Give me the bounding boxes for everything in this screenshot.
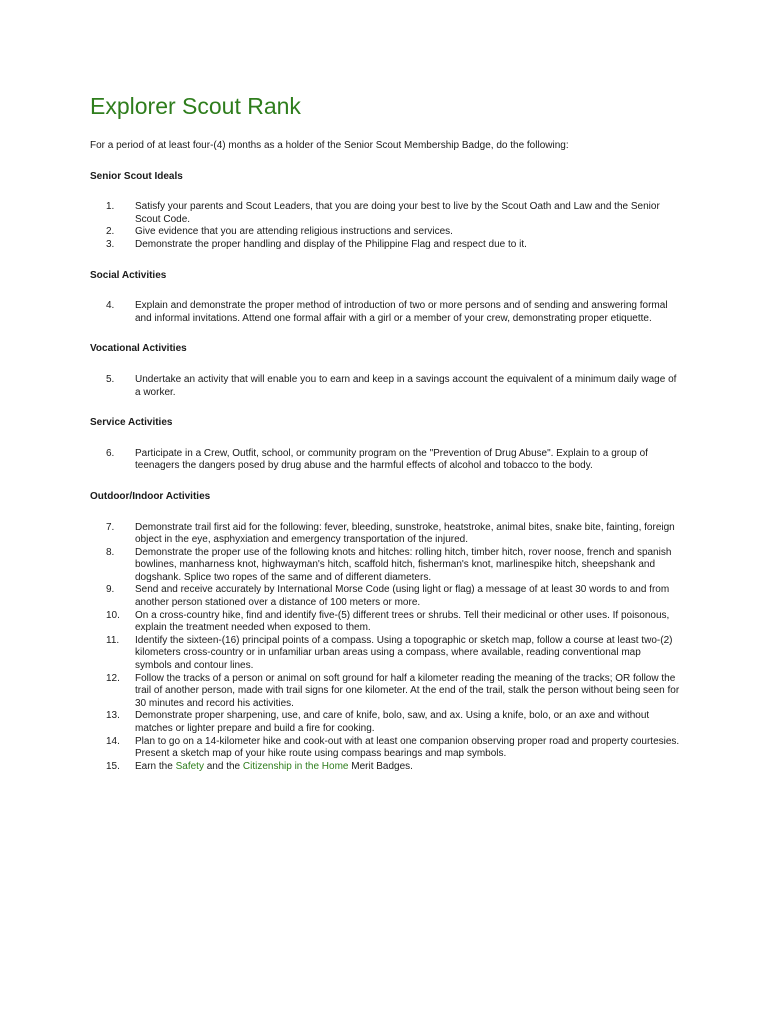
page-title: Explorer Scout Rank (90, 93, 301, 119)
section-senior-scout-ideals (90, 171, 680, 252)
section-vocational-activities (90, 343, 680, 399)
section-heading: Senior Scout Ideals (90, 170, 183, 182)
section-heading: Service Activities (90, 417, 173, 429)
item-number: 1. (106, 201, 115, 213)
list-item (90, 610, 680, 635)
section-social-activities (90, 270, 680, 326)
list-item (90, 547, 680, 585)
item-number: 10. (106, 609, 120, 621)
document-page (90, 92, 680, 791)
requirement-list (90, 300, 680, 325)
item-text: On a cross-country hike, find and identify five-(5) different trees or shrubs. Tell their medicinal or other uses. If poisonous, explain the treatment needed when exposed to them. (135, 609, 670, 634)
item-number: 11. (106, 634, 120, 646)
section-heading: Vocational Activities (90, 343, 187, 355)
safety-merit-badge-link[interactable]: Safety (175, 760, 204, 772)
intro-paragraph: For a period of at least four-(4) months as a holder of the Senior Scout Membership Badge, do the following: (90, 140, 569, 151)
item-number: 8. (106, 546, 115, 558)
list-item (90, 239, 680, 252)
item-text: Participate in a Crew, Outfit, school, or community program on the "Prevention of Drug Abuse". Explain to a group of teenagers the dangers posed by drug abuse and the harmful effects of alcohol and tobacco to the body. (135, 447, 648, 472)
list-item (90, 448, 680, 473)
item-text: Satisfy your parents and Scout Leaders, that you are doing your best to live by the Scout Oath and Law and the Senior Scout Code. (135, 201, 660, 225)
item-text: Demonstrate the proper handling and display of the Philippine Flag and respect due to it. (135, 238, 527, 250)
item-text: Explain and demonstrate the proper method of introduction of two or more persons and of sending and answering formal and informal invitations. Attend one formal affair with a girl or a member of your crew, demonstrating proper etiquette. (135, 300, 668, 324)
list-item (90, 201, 680, 226)
list-item (90, 710, 680, 735)
item-number: 3. (106, 238, 115, 250)
item-text (135, 761, 413, 772)
list-item (90, 761, 680, 774)
item-text: Demonstrate trail first aid for the following: fever, bleeding, sunstroke, heatstroke, animal bites, snake bite, fainting, foreign object in the eye, asphyxiation and emergency transportation of the injured. (135, 521, 675, 546)
item-text: Plan to go on a 14-kilometer hike and cook-out with at least one companion observing proper road and property courtesies. Present a sketch map of your hike route using compass bearings and map symbols. (135, 735, 680, 760)
item-number: 7. (106, 521, 115, 533)
item-number: 4. (106, 300, 115, 312)
item-number: 9. (106, 584, 115, 596)
requirement-list (90, 448, 680, 473)
list-item (90, 635, 680, 673)
section-heading: Social Activities (90, 269, 167, 281)
list-item (90, 584, 680, 609)
item-number: 12. (106, 672, 120, 684)
item-text: Give evidence that you are attending religious instructions and services. (135, 226, 453, 238)
item-text-middle: and the (203, 760, 243, 772)
citizenship-in-the-home-merit-badge-link[interactable]: Citizenship in the Home (242, 760, 349, 772)
section-heading: Outdoor/Indoor Activities (90, 490, 211, 502)
item-text: Follow the tracks of a person or animal on soft ground for half a kilometer reading the meaning of the tracks; OR follow the trail of another person, made with trail signs for one kilometer. At the end of the trail, stalk the person without being seen for 30 minutes and record his activities. (135, 672, 680, 709)
item-text-prefix: Earn the (135, 760, 176, 772)
item-number: 15. (106, 760, 120, 772)
list-item (90, 522, 680, 547)
item-number: 5. (106, 373, 115, 385)
section-service-activities (90, 417, 680, 473)
item-text: Undertake an activity that will enable you to earn and keep in a savings account the equivalent of a minimum daily wage of a worker. (135, 373, 677, 398)
list-item (90, 300, 680, 325)
item-number: 14. (106, 735, 120, 747)
item-number: 6. (106, 447, 115, 459)
requirement-list (90, 522, 680, 774)
list-item (90, 673, 680, 711)
list-item (90, 736, 680, 761)
item-number: 2. (106, 226, 115, 238)
item-text: Demonstrate the proper use of the following knots and hitches: rolling hitch, timber hitch, rover noose, french and spanish bowlines, manharness knot, highwayman's hitch, scaffold hitch, fisherman's knot, marlinespike hitch, sheepshank and dogshank. Splice two ropes of the same and of different diameters. (135, 546, 672, 583)
list-item (90, 226, 680, 239)
requirement-list (90, 201, 680, 251)
item-number: 13. (106, 710, 120, 722)
section-outdoor-indoor-activities (90, 491, 680, 773)
item-text: Demonstrate proper sharpening, use, and care of knife, bolo, saw, and ax. Using a knife, bolo, or an axe and without matches or lighter prepare and build a fire for cooking. (135, 710, 650, 734)
requirement-list (90, 374, 680, 399)
item-text: Identify the sixteen-(16) principal points of a compass. Using a topographic or sketch map, follow a course at least two-(2) kilometers cross-country or in unfamiliar urban areas using a compass, where available, reading conventional map symbols and contour lines. (135, 634, 673, 672)
list-item (90, 374, 680, 399)
item-text: Send and receive accurately by International Morse Code (using light or flag) a message of at least 30 words to and from another person stationed over a distance of 100 meters or more. (135, 584, 670, 609)
item-text-suffix: Merit Badges. (348, 760, 413, 772)
